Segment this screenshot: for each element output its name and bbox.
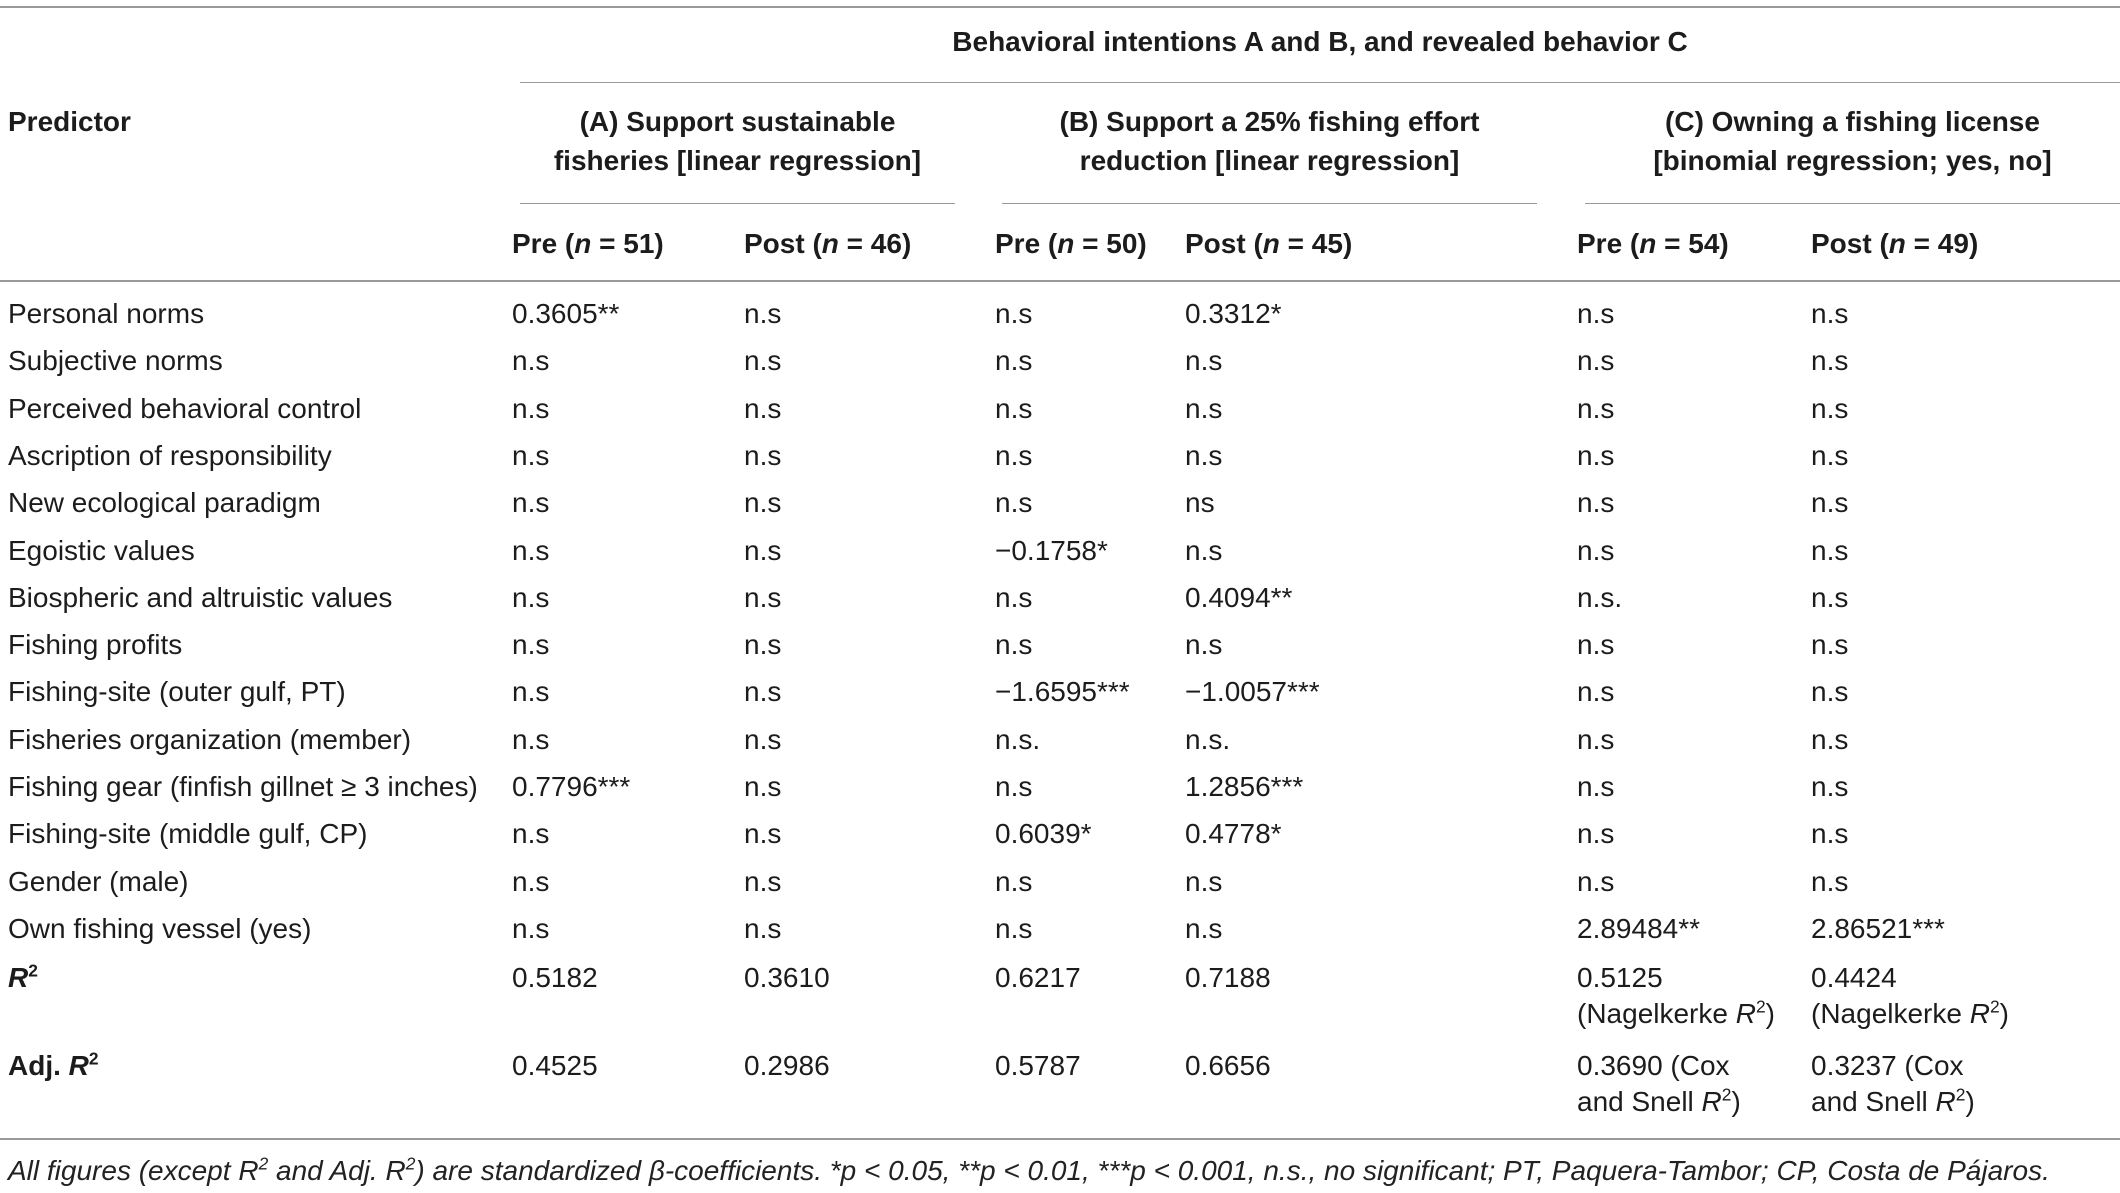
adj-r2-value-a-pre: 0.4525 bbox=[512, 1050, 598, 1081]
coefficient-cell: n.s bbox=[512, 912, 550, 944]
coefficient-cell: n.s bbox=[1577, 771, 1615, 802]
coefficient-cell: n.s bbox=[995, 487, 1033, 519]
r2-value-a-post: 0.3610 bbox=[744, 962, 830, 993]
bottom-rule bbox=[0, 1138, 2120, 1140]
coefficient-cell: n.s bbox=[512, 865, 550, 897]
coefficient-cell: n.s bbox=[1811, 818, 1849, 850]
coefficient-cell: n.s bbox=[1185, 534, 1223, 566]
coefficient-cell: 0.7796*** bbox=[512, 771, 631, 802]
r2-note-c-post: (Nagelkerke $R^2$) bbox=[1811, 996, 2009, 1029]
coefficient-cell: n.s bbox=[744, 771, 782, 802]
coefficient-cell: n.s bbox=[1185, 629, 1223, 661]
coefficient-cell: −1.0057*** bbox=[1185, 676, 1320, 708]
coefficient-cell: n.s bbox=[1811, 298, 1849, 329]
coefficient-cell: n.s bbox=[1811, 865, 1849, 897]
predictor-label: Ascription of responsibility bbox=[8, 439, 332, 471]
model-c-header-line2: [binomial regression; yes, no] bbox=[1653, 145, 2052, 176]
subheader-a-pre: Pre (n = 51) bbox=[512, 228, 664, 259]
coefficient-cell: n.s bbox=[512, 581, 550, 613]
coefficient-cell: n.s bbox=[1577, 487, 1615, 519]
coefficient-cell: n.s bbox=[1577, 629, 1615, 661]
coefficient-cell: n.s bbox=[744, 345, 782, 377]
coefficient-cell: n.s bbox=[1577, 865, 1615, 897]
coefficient-cell: n.s bbox=[512, 439, 550, 471]
coefficient-cell: n.s bbox=[1185, 912, 1223, 944]
coefficient-cell: n.s bbox=[1577, 723, 1615, 755]
coefficient-cell: n.s bbox=[1811, 534, 1849, 566]
predictor-label: Personal norms bbox=[8, 298, 205, 329]
coefficient-cell: n.s bbox=[744, 534, 782, 566]
coefficient-cell: n.s bbox=[995, 771, 1033, 802]
coefficient-cell: n.s bbox=[744, 298, 782, 329]
coefficient-cell: n.s bbox=[1811, 345, 1849, 377]
coefficient-cell: n.s bbox=[512, 534, 550, 566]
r2-value-a-pre: 0.5182 bbox=[512, 962, 598, 993]
coefficient-cell: n.s. bbox=[1577, 581, 1623, 613]
adj-r2-value-b-pre: 0.5787 bbox=[995, 1050, 1081, 1081]
adj-r2-value-a-post: 0.2986 bbox=[744, 1050, 830, 1081]
coefficient-cell: n.s bbox=[1811, 581, 1849, 613]
coefficient-cell: n.s bbox=[512, 676, 550, 708]
subheader-b-post: Post (n = 45) bbox=[1185, 228, 1353, 259]
coefficient-cell: n.s bbox=[1185, 392, 1223, 424]
model-c-header-line1: (C) Owning a fishing license bbox=[1665, 106, 2040, 137]
model-b-header-line2: reduction [linear regression] bbox=[1079, 145, 1460, 176]
predictor-header: Predictor bbox=[8, 106, 131, 137]
predictor-label: New ecological paradigm bbox=[8, 487, 321, 519]
predictor-label: Gender (male) bbox=[8, 865, 189, 897]
predictor-label: Fishing profits bbox=[8, 629, 183, 661]
predictor-label: Own fishing vessel (yes) bbox=[8, 912, 312, 944]
coefficient-cell: n.s bbox=[995, 912, 1033, 944]
coefficient-cell: n.s bbox=[1811, 629, 1849, 661]
model-a-header-line1: (A) Support sustainable bbox=[579, 106, 896, 137]
coefficient-cell: n.s bbox=[744, 629, 782, 661]
coefficient-cell: n.s bbox=[995, 439, 1033, 471]
coefficient-cell: n.s bbox=[512, 629, 550, 661]
coefficient-cell: 0.6039* bbox=[995, 818, 1092, 850]
group-header-rule bbox=[520, 82, 2120, 83]
coefficient-cell: n.s bbox=[1811, 723, 1849, 755]
coefficient-cell: n.s bbox=[744, 392, 782, 424]
coefficient-cell: n.s bbox=[995, 865, 1033, 897]
predictor-label: Fishing gear (finfish gillnet ≥ 3 inches) bbox=[8, 771, 478, 802]
top-rule bbox=[0, 6, 2120, 8]
coefficient-cell: n.s bbox=[1811, 487, 1849, 519]
predictor-label: Egoistic values bbox=[8, 534, 195, 566]
subheader-b-pre: Pre (n = 50) bbox=[995, 228, 1147, 259]
model-a-rule bbox=[520, 203, 955, 204]
coefficient-cell: n.s bbox=[744, 581, 782, 613]
coefficient-cell: n.s bbox=[995, 345, 1033, 377]
group-header: Behavioral intentions A and B, and revealed behavior C bbox=[952, 26, 1688, 57]
coefficient-cell: 0.4778* bbox=[1185, 818, 1282, 850]
coefficient-cell: n.s bbox=[1577, 818, 1615, 850]
r2-value-c-post: 0.4424 bbox=[1811, 962, 1897, 993]
r2-value-b-pre: 0.6217 bbox=[995, 962, 1081, 993]
coefficient-cell: n.s. bbox=[995, 723, 1041, 755]
coefficient-cell: n.s bbox=[1811, 439, 1849, 471]
coefficient-cell: n.s bbox=[1811, 676, 1849, 708]
coefficient-cell: n.s bbox=[744, 676, 782, 708]
adj-r2-label: Adj. $R^2$ bbox=[8, 1048, 99, 1081]
coefficient-cell: n.s bbox=[995, 298, 1033, 329]
coefficient-cell: n.s bbox=[1185, 439, 1223, 471]
predictor-label: Fishing-site (outer gulf, PT) bbox=[8, 676, 346, 708]
model-a-header-line2: fisheries [linear regression] bbox=[553, 145, 922, 176]
coefficient-cell: n.s bbox=[1577, 392, 1615, 424]
coefficient-cell: n.s bbox=[1811, 771, 1849, 802]
coefficient-cell: n.s bbox=[995, 581, 1033, 613]
coefficient-cell: 0.4094** bbox=[1185, 581, 1293, 613]
coefficient-cell: n.s bbox=[744, 723, 782, 755]
coefficient-cell: 2.86521*** bbox=[1811, 912, 1945, 944]
coefficient-cell: n.s bbox=[995, 629, 1033, 661]
coefficient-cell: n.s bbox=[995, 392, 1033, 424]
model-c-rule bbox=[1585, 203, 2120, 204]
r2-label: $R^2$ bbox=[8, 960, 38, 993]
adj-r2-value-c-post: 0.3237 (Cox bbox=[1811, 1050, 1964, 1081]
coefficient-cell: n.s bbox=[512, 818, 550, 850]
coefficient-cell: n.s bbox=[744, 818, 782, 850]
r2-note-c-pre: (Nagelkerke $R^2$) bbox=[1577, 996, 1775, 1029]
subheader-c-post: Post (n = 49) bbox=[1811, 228, 1979, 259]
coefficient-cell: n.s bbox=[512, 392, 550, 424]
coefficient-cell: 2.89484** bbox=[1577, 912, 1701, 944]
coefficient-cell: 0.3312* bbox=[1185, 298, 1282, 329]
adj-r2-value-b-post: 0.6656 bbox=[1185, 1050, 1271, 1081]
coefficient-cell: n.s bbox=[512, 487, 550, 519]
coefficient-cell: −1.6595*** bbox=[995, 676, 1130, 708]
coefficient-cell: n.s bbox=[1185, 345, 1223, 377]
coefficient-cell: ns bbox=[1185, 487, 1215, 519]
coefficient-cell: n.s bbox=[512, 345, 550, 377]
coefficient-cell: n.s bbox=[1577, 439, 1615, 471]
predictor-label: Fishing-site (middle gulf, CP) bbox=[8, 818, 368, 850]
table-footnote: All figures (except $R^2$ and Adj. $R^2$) are standardized β-coefficients. *p < 0.05, **p < 0.01, ***p < 0.001, n.s., no significant; PT, Paquera-Tambor; CP, Costa de Pájaros. bbox=[8, 1153, 2050, 1186]
coefficient-cell: n.s bbox=[1577, 676, 1615, 708]
header-rule bbox=[0, 280, 2120, 282]
model-b-rule bbox=[1002, 203, 1537, 204]
r2-value-b-post: 0.7188 bbox=[1185, 962, 1271, 993]
subheader-c-pre: Pre (n = 54) bbox=[1577, 228, 1729, 259]
coefficient-cell: n.s bbox=[512, 723, 550, 755]
predictor-label: Perceived behavioral control bbox=[8, 392, 362, 424]
coefficient-cell: n.s bbox=[744, 487, 782, 519]
predictor-label: Subjective norms bbox=[8, 345, 223, 377]
coefficient-cell: n.s bbox=[1185, 865, 1223, 897]
coefficient-cell: n.s bbox=[744, 439, 782, 471]
coefficient-cell: n.s bbox=[1811, 392, 1849, 424]
coefficient-cell: n.s bbox=[1577, 534, 1615, 566]
coefficient-cell: n.s. bbox=[1185, 723, 1231, 755]
subheader-a-post: Post (n = 46) bbox=[744, 228, 912, 259]
predictor-label: Biospheric and altruistic values bbox=[8, 581, 393, 613]
coefficient-cell: n.s bbox=[744, 865, 782, 897]
coefficient-cell: 0.3605** bbox=[512, 298, 620, 329]
adj-r2-note-c-post: and Snell $R^2$) bbox=[1811, 1084, 1975, 1117]
r2-value-c-pre: 0.5125 bbox=[1577, 962, 1663, 993]
coefficient-cell: 1.2856*** bbox=[1185, 771, 1304, 802]
predictor-label: Fisheries organization (member) bbox=[8, 723, 412, 755]
coefficient-cell: −0.1758* bbox=[995, 534, 1108, 566]
adj-r2-note-c-pre: and Snell $R^2$) bbox=[1577, 1084, 1741, 1117]
coefficient-cell: n.s bbox=[1577, 298, 1615, 329]
coefficient-cell: n.s bbox=[1577, 345, 1615, 377]
adj-r2-value-c-pre: 0.3690 (Cox bbox=[1577, 1050, 1730, 1081]
coefficient-cell: n.s bbox=[744, 912, 782, 944]
model-b-header-line1: (B) Support a 25% fishing effort bbox=[1059, 106, 1480, 137]
